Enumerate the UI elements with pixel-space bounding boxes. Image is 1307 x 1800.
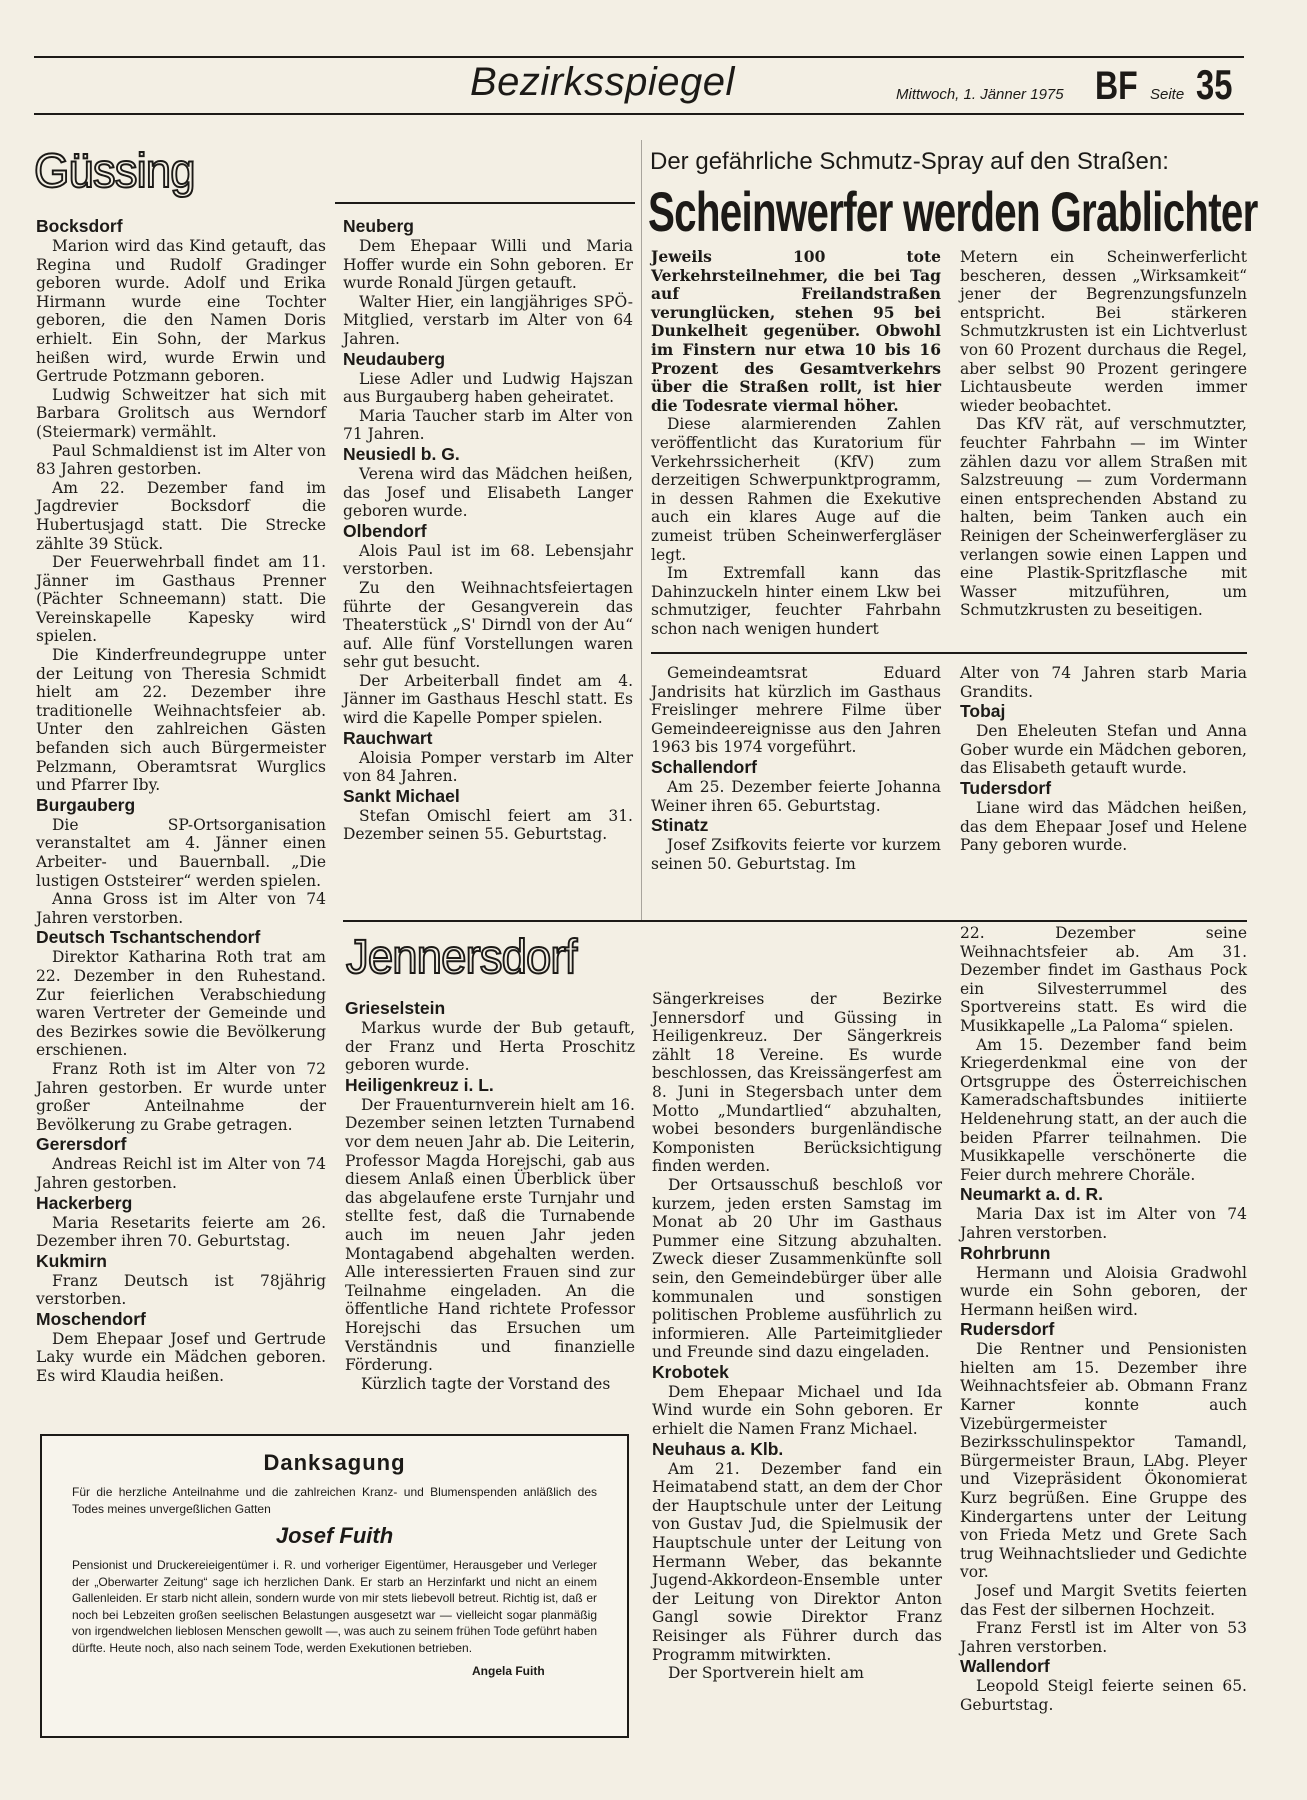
article-bottom-rule — [651, 652, 1247, 654]
paragraph: Diese alarmierenden Zahlen veröffentlicht das Kuratorium für Verkehrssicherheit (KfV) zum derzeitigen Schwerpunktprogramm, in dessen Rahmen die Exekutive auch ein klares Auge auf die zumeist trüben Scheinwerfergläser legt. — [651, 415, 941, 564]
jennersdorf-column-3 — [652, 990, 942, 1683]
paragraph: Der Ortsausschuß beschloß vor kurzem, jeden ersten Samstag im Monat ab 20 Uhr im Gasthaus Pummer eine Sitzung abzuhalten. Zweck dieser Zusammenkünfte soll sein, den Gemeindebürger über alle kommunalen und sonstigen politischen Probleme ausführlich zu informieren. Alle Parteimitglieder und Freunde sind dazu eingeladen. — [652, 1175, 942, 1362]
village-heading: Neudauberg — [343, 348, 446, 369]
paragraph: Direktor Katharina Roth trat am 22. Dezember in den Ruhestand. Zur feierlichen Verabschiedung waren Vertreter der Gemeinde und des Bezirkes sowie die Bevölkerung erschienen. — [36, 948, 326, 1060]
region-title-guessing: Güssing — [34, 145, 195, 198]
paragraph: Stefan Omischl feiert am 31. Dezember seinen 55. Geburtstag. — [343, 806, 633, 844]
paragraph: Die Kinderfreundegruppe unter der Leitung von Theresia Schmidt hielt am 22. Dezember ihre traditionelle Weihnachtsfeier ab. Unter den zahlreichen Gästen befanden sich auch Bürgermeister Pelzmann, Oberamtsrat Wurglics und Pfarrer Iby. — [36, 646, 326, 795]
village-heading: Tudersdorf — [960, 777, 1052, 798]
article-column-b — [960, 248, 1247, 620]
jennersdorf-column-4 — [960, 924, 1247, 1715]
issue-date: Mittwoch, 1. Jänner 1975 — [896, 86, 1064, 103]
paragraph: Leopold Steigl feierte seinen 65. Geburtstag. — [960, 1677, 1247, 1714]
paragraph: Dem Ehepaar Michael und Ida Wind wurde ein Sohn geboren. Er erhielt die Namen Franz Michael. — [652, 1382, 942, 1439]
paragraph: Die Rentner und Pensionisten hielten am 15. Dezember ihre Weihnachtsfeier ab. Obmann Franz Karner konnte auch Vizebürgermeister Bezirksschulinspektor Tamandl, Bürgermeister Braun, LAbg. Pleyer und Vizepräsident Ökonomierat Kurz begrüßen. Eine Gruppe des Kindergartens unter der Leitung von Frieda Metz und Grete Sach trug Weihnachtslieder und Gedichte vor. — [960, 1340, 1247, 1582]
paragraph: Am 25. Dezember feierte Johanna Weiner ihren 65. Geburtstag. — [651, 777, 941, 815]
paragraph: Dem Ehepaar Josef und Gertrude Laky wurde ein Mädchen geboren. Es wird Klaudia heißen. — [36, 1329, 326, 1386]
paragraph: Alter von 74 Jahren starb Maria Grandits. — [960, 664, 1247, 701]
paragraph: Franz Ferstl ist im Alter von 53 Jahren verstorben. — [960, 1619, 1247, 1656]
paragraph: Am 15. Dezember fand beim Kriegerdenkmal eine von der Ortsgruppe des Österreichischen Kameradschaftsbundes initiierte Heldenehrung statt, an der auch die beiden Pfarrer teilnahmen. Die Musikkapelle verschönerte die Feier durch mehrere Choräle. — [960, 1035, 1247, 1184]
article-lead: Jeweils 100 tote Verkehrsteilnehmer, die bei Tag auf Freilandstraßen verunglücken, stehen 95 bei Dunkelheit gegenüber. Obwohl im Finstern nur etwa 10 bis 16 Prozent des Gesamtverkehrs über die Straßen rollt, ist hier die Todesrate viermal höher. — [651, 247, 941, 415]
notice-title: Danksagung — [263, 1450, 406, 1475]
paragraph: Paul Schmaldienst ist im Alter von 83 Jahren gestorben. — [36, 441, 326, 479]
paragraph: Der Feuerwehrball findet am 11. Jänner im Gasthaus Prenner (Pächter Schneemann) statt. Die Vereinskapelle Kapesky wird spielen. — [36, 553, 326, 646]
jennersdorf-top-rule — [343, 920, 1247, 922]
paragraph: Ludwig Schweitzer hat sich mit Barbara Grolitsch aus Werndorf (Steiermark) vermählt. — [36, 385, 326, 441]
paragraph: Walter Hier, ein langjähriges SPÖ-Mitglied, verstarb im Alter von 64 Jahren. — [343, 292, 633, 348]
village-heading: Gerersdorf — [36, 1134, 127, 1155]
paragraph: Den Eheleuten Stefan und Anna Gober wurde ein Mädchen geboren, das Elisabeth getauft wurde. — [960, 722, 1247, 778]
paragraph: Gemeindeamtsrat Eduard Jandrisits hat kürzlich im Gasthaus Freislinger mehrere Filme über Gemeindeereignisse aus den Jahren 1963 bis 1974 vorgeführt. — [651, 664, 941, 757]
paragraph: Aloisia Pomper verstarb im Alter von 84 Jahren. — [343, 748, 633, 786]
village-heading: Neuhaus a. Klb. — [652, 1438, 784, 1459]
village-heading: Tobaj — [960, 701, 1006, 722]
header-top-rule — [34, 56, 1244, 58]
guessing-column-2 — [343, 216, 633, 844]
paragraph: Dem Ehepaar Willi und Maria Hoffer wurde ein Sohn geboren. Er wurde Ronald Jürgen getauft. — [343, 237, 633, 293]
village-heading: Deutsch Tschantschendorf — [36, 927, 261, 948]
paragraph: Josef Zsifkovits feierte vor kurzem seinen 50. Geburtstag. Im — [651, 836, 941, 873]
paragraph: Josef und Margit Svetits feierten das Fest der silbernen Hochzeit. — [960, 1582, 1247, 1619]
village-heading: Burgauberg — [36, 794, 136, 815]
village-heading: Schallendorf — [651, 756, 757, 777]
paragraph: Liane wird das Mädchen heißen, das dem Ehepaar Josef und Helene Pany geboren wurde. — [960, 798, 1247, 855]
paragraph: Hermann und Aloisia Gradwohl wurde ein Sohn geboren, der Hermann heißen wird. — [960, 1263, 1247, 1319]
guessing-column-1 — [36, 216, 326, 1386]
page-label: Seite — [1150, 86, 1185, 103]
village-heading: Sankt Michael — [343, 785, 460, 806]
header-bottom-rule — [34, 113, 1244, 115]
notice-intro: Für die herzliche Anteilnahme und die zahlreichen Kranz- und Blumenspenden anläßlich des Todes meines unvergeßlichen Gatten — [72, 1485, 597, 1516]
paragraph: Maria Resetarits feierte am 26. Dezember ihren 70. Geburtstag. — [36, 1213, 326, 1251]
guessing-continued-column-3 — [651, 664, 941, 873]
paragraph: Das KfV rät, auf verschmutzter, feuchter Fahrbahn — im Winter zählen dazu vor allem Straßen mit Salzstreuung — zum Vordermann einen entsprechenden Abstand zu halten, beim Tanken auch ein Reinigen der Scheinwerfergläser zu verlangen sowie einen Lappen und eine Plastik-Spritzflasche mit Wasser mitzuführen, um Schmutzkrusten zu beseitigen. — [960, 415, 1247, 620]
page-number: 35 — [1196, 61, 1233, 108]
village-heading: Hackerberg — [36, 1192, 133, 1213]
paragraph: Verena wird das Mädchen heißen, das Josef und Elisabeth Langer geboren wurde. — [343, 464, 633, 521]
paragraph: Markus wurde der Bub getauft, der Franz und Herta Proschitz geboren wurde. — [345, 1019, 635, 1075]
section-title: Bezirksspiegel — [470, 60, 735, 104]
paragraph: Am 21. Dezember fand ein Heimatabend statt, an dem der Chor der Hauptschule unter der Leitung von Gustav Jud, die Spielmusik der Hauptschule unter der Leitung von Hermann Weber, das bekannte Jugend-Akkordeon-Ensemble unter der Leitung von Direktor Anton Gangl sowie Direktor Franz Reisinger als Führer durch das Programm mitwirkten. — [652, 1459, 942, 1664]
village-heading: Rudersdorf — [960, 1319, 1055, 1340]
guessing-rule — [335, 202, 635, 204]
paragraph: Andreas Reichl ist im Alter von 74 Jahren gestorben. — [36, 1155, 326, 1192]
paragraph: Sängerkreises der Bezirke Jennersdorf und Güssing in Heiligenkreuz. Der Sängerkreis zählt 18 Vereine. Es wurde beschlossen, das Kreissängerfest am 8. Juni in Stegersbach unter dem Motto „Mundartlied“ abzuhalten, wobei besonders burgenländische Komponisten Berücksichtigung finden werden. — [652, 990, 942, 1176]
paragraph: Der Arbeiterball findet am 4. Jänner im Gasthaus Heschl statt. Es wird die Kapelle Pomper spielen. — [343, 671, 633, 728]
village-heading: Krobotek — [652, 1361, 729, 1382]
notice-signature: Angela Fuith — [472, 1664, 545, 1678]
paragraph: Maria Taucher starb im Alter von 71 Jahren. — [343, 406, 633, 444]
village-heading: Neusiedl b. G. — [343, 443, 460, 464]
paragraph: Alois Paul ist im 68. Lebensjahr verstorben. — [343, 541, 633, 579]
paragraph: Franz Deutsch ist 78jährig verstorben. — [36, 1271, 326, 1309]
village-heading: Stinatz — [651, 815, 709, 836]
deceased-name: Josef Fuith — [275, 1523, 394, 1548]
paragraph: Der Sportverein hielt am — [668, 1664, 864, 1683]
article-headline: Scheinwerfer werden Grablichter — [648, 180, 1258, 243]
paragraph: Der Frauenturnverein hielt am 16. Dezember seinen letzten Turnabend vor dem neuen Jahr ab. Die Leiterin, Professor Magda Horejschi, gab aus diesem Anlaß einen Überblick über das abgelaufene erste Turnjahr und stellte fest, daß die Turnabende auch im neuen Jahr jeden Montagabend abgehalten werden. Alle interessierten Frauen sind zur Teilnahme eingeladen. An die öffentliche Hand richtete Professor Horejschi das Ersuchen um Verständnis und finanzielle Förderung. — [345, 1095, 635, 1375]
paragraph: Maria Dax ist im Alter von 74 Jahren verstorben. — [960, 1205, 1247, 1242]
village-heading: Bocksdorf — [36, 216, 123, 236]
paragraph: Franz Roth ist im Alter von 72 Jahren gestorben. Er wurde unter großer Anteilnahme der Bevölkerung zu Grabe getragen. — [36, 1059, 326, 1134]
paragraph: Metern ein Scheinwerferlicht bescheren, dessen „Wirksamkeit“ jener der Begrenzungsfunzeln entspricht. Bei stärkeren Schmutzkrusten ist ein Lichtverlust von 60 Prozent durchaus die Regel, aber selbst 90 Prozent geringere Lichtausbeute werden immer wieder beobachtet. — [960, 248, 1247, 415]
village-heading: Heiligenkreuz i. L. — [345, 1074, 494, 1095]
paragraph: Marion wird das Kind getauft, das Regina und Rudolf Gradinger geboren wurde. Adolf und Erika Hirmann wurde eine Tochter geboren, die den Namen Doris erhielt. Ein Sohn, der Markus heißen wird, wurde Erwin und Gertrude Potzmann geboren. — [36, 237, 326, 386]
paragraph: Liese Adler und Ludwig Hajszan aus Burgauberg haben geheiratet. — [343, 369, 633, 407]
village-heading: Olbendorf — [343, 520, 427, 541]
paragraph: 22. Dezember seine Weihnachtsfeier ab. Am 31. Dezember findet im Gasthaus Pock ein Silvesterrummel des Sportvereins statt. Es wird die Musikkapelle „La Paloma“ spielen. — [960, 924, 1247, 1035]
paragraph: Im Extremfall kann das Dahinzuckeln hinter einem Lkw bei schmutziger, feuchter Fahrbahn schon nach wenigen hundert — [651, 564, 941, 638]
article-kicker: Der gefährliche Schmutz-Spray auf den Straßen: — [650, 148, 1169, 175]
article-column-a — [651, 248, 941, 638]
paragraph: Anna Gross ist im Alter von 74 Jahren verstorben. — [36, 890, 326, 927]
village-heading: Neuberg — [343, 216, 414, 236]
village-heading: Neumarkt a. d. R. — [960, 1184, 1103, 1205]
column-divider — [641, 140, 642, 920]
village-heading: Rohrbrunn — [960, 1242, 1051, 1263]
village-heading: Wallendorf — [960, 1656, 1050, 1677]
danksagung-notice — [40, 1434, 629, 1738]
jennersdorf-column-2 — [345, 998, 635, 1393]
guessing-continued-column-4 — [960, 664, 1247, 855]
notice-body: Pensionist und Druckereieigentümer i. R. und vorheriger Eigentümer, Herausgeber und Verleger der „Oberwarter Zeitung“ sage ich herzlichen Dank. Er starb an Herzinfarkt und nicht an einem Gallenleiden. Er starb nicht allein, sondern wurde von mir stets liebevoll betreut. Richtig ist, daß er noch bei Lebzeiten großen seelischen Belastungen ausgesetzt war — vielleicht sogar planmäßig von irgendwelchen lieblosen Menschen gewollt —, was auch zu seinem frühen Tode geführt haben dürfte. Heute noch, also nach seinem Tode, werden Exekutionen betrieben. — [72, 1558, 597, 1655]
village-heading: Kukmirn — [36, 1250, 107, 1271]
village-heading: Grieselstein — [345, 998, 446, 1018]
paragraph: Zu den Weihnachtsfeiertagen führte der Gesangverein das Theaterstück „S' Dirndl von der Au“ auf. Alle fünf Vorstellungen waren sehr gut besucht. — [343, 578, 633, 672]
paragraph: Kürzlich tagte der Vorstand des — [361, 1374, 611, 1393]
newspaper-logo: BF — [1095, 64, 1138, 108]
region-title-jennersdorf: Jennersdorf — [346, 931, 577, 984]
paragraph: Die SP-Ortsorganisation veranstaltet am 4. Jänner einen Arbeiter- und Bauernball. „Die lustigen Oststeirer“ werden spielen. — [36, 815, 326, 890]
village-heading: Moschendorf — [36, 1308, 146, 1329]
village-heading: Rauchwart — [343, 727, 433, 748]
paragraph: Am 22. Dezember fand im Jagdrevier Bocksdorf die Hubertusjagd statt. Die Strecke zählte 39 Stück. — [36, 478, 326, 553]
